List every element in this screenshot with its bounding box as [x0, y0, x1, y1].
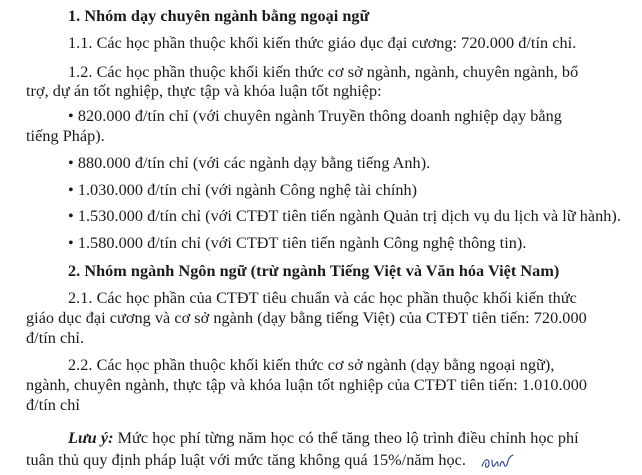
- item-2-1-line-2: giáo dục đại cương và cơ sở ngành (dạy bằng tiếng Việt) của CTĐT tiên tiến: 720.000: [26, 309, 587, 327]
- item-1-2-line-1: 1.2. Các học phần thuộc khối kiến thức cơ sở ngành, ngành, chuyên ngành, bổ: [68, 63, 579, 81]
- item-2-2-line-3: đ/tín chỉ: [26, 396, 80, 414]
- bullet-1-line-2: tiếng Pháp).: [26, 127, 105, 145]
- note-line-1: [68, 428, 579, 448]
- bullet-5: • 1.580.000 đ/tín chỉ (với CTĐT tiên tiến ngành Công nghệ thông tin).: [68, 234, 527, 252]
- item-2-2-line-1: 2.2. Các học phần thuộc khối kiến thức cơ sở ngành (dạy bằng ngoại ngữ),: [68, 356, 555, 374]
- item-2-1-line-1: 2.1. Các học phần của CTĐT tiêu chuẩn và các học phần thuộc khối kiến thức: [68, 289, 577, 307]
- note-line-2: tuân thủ quy định pháp luật với mức tăng không quá 15%/năm học.: [26, 451, 466, 469]
- handwritten-initials-icon: [480, 452, 516, 472]
- bullet-2: • 880.000 đ/tín chỉ (với các ngành dạy bằng tiếng Anh).: [68, 154, 431, 172]
- item-2-1-line-3: đ/tín chỉ.: [26, 329, 85, 347]
- note-text-1: Mức học phí từng năm học có thể tăng theo lộ trình điều chỉnh học phí: [113, 429, 579, 447]
- bullet-3: • 1.030.000 đ/tín chỉ (với ngành Công nghệ tài chính): [68, 181, 418, 199]
- item-1-2-line-2: trợ, dự án tốt nghiệp, thực tập và khóa luận tốt nghiệp:: [26, 82, 382, 100]
- note-label: Lưu ý:: [68, 429, 114, 447]
- section-1-heading: 1. Nhóm dạy chuyên ngành bằng ngoại ngữ: [68, 7, 370, 25]
- bullet-4: • 1.530.000 đ/tín chỉ (với CTĐT tiên tiến ngành Quản trị dịch vụ du lịch và lữ hành).: [68, 207, 621, 225]
- bullet-1-line-1: • 820.000 đ/tín chỉ (với chuyên ngành Truyền thông doanh nghiệp dạy bằng: [68, 107, 562, 125]
- item-2-2-line-2: ngành, chuyên ngành, thực tập và khóa luận tốt nghiệp của CTĐT tiên tiến: 1.010.000: [26, 376, 588, 394]
- item-1-1: 1.1. Các học phần thuộc khối kiến thức giáo dục đại cương: 720.000 đ/tín chỉ.: [68, 34, 577, 52]
- section-2-heading: 2. Nhóm ngành Ngôn ngữ (trừ ngành Tiếng Việt và Văn hóa Việt Nam): [68, 262, 560, 280]
